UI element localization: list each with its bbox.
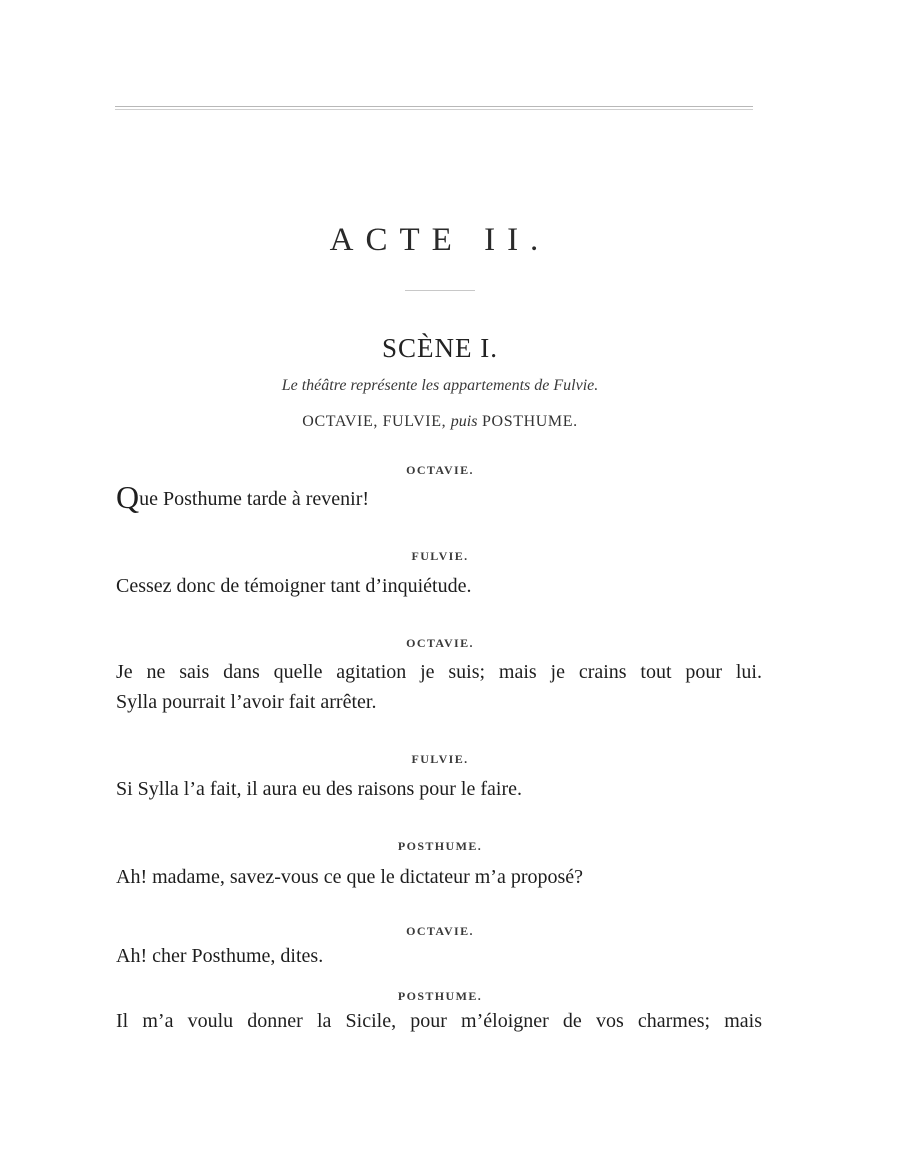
dialogue-line bbox=[116, 479, 766, 515]
act-divider bbox=[405, 290, 475, 291]
speaker-name: OCTAVIE. bbox=[406, 924, 474, 938]
character-list-main: OCTAVIE, FULVIE, bbox=[302, 413, 451, 430]
speaker-name: FULVIE. bbox=[411, 752, 469, 766]
speaker-name: POSTHUME. bbox=[397, 839, 483, 853]
header-rule bbox=[115, 106, 753, 107]
scene-title: SCÈNE I. bbox=[382, 333, 498, 363]
dialogue-line: Ah! madame, savez-vous ce que le dictateur m’a proposé? bbox=[116, 866, 584, 888]
dialogue-line: Ah! cher Posthume, dites. bbox=[116, 945, 324, 967]
dialogue-line: Il m’a voulu donner la Sicile, pour m’éloigner de vos charmes; mais bbox=[116, 1010, 762, 1032]
speaker-name: FULVIE. bbox=[411, 549, 469, 563]
dialogue-line-text: ue Posthume tarde à revenir! bbox=[139, 488, 370, 510]
header-rule-secondary bbox=[115, 109, 753, 110]
character-list bbox=[0, 413, 880, 431]
dialogue-line: Si Sylla l’a fait, il aura eu des raisons pour le faire. bbox=[116, 778, 522, 800]
drop-cap: Q bbox=[116, 479, 140, 515]
dialogue-line: Je ne sais dans quelle agitation je suis; mais je crains tout pour lui. bbox=[116, 661, 762, 683]
character-list-end: POSTHUME. bbox=[477, 413, 578, 430]
act-title: ACTE II. bbox=[329, 222, 551, 258]
speaker-name: POSTHUME. bbox=[397, 989, 483, 1003]
dialogue-line: Sylla pourrait l’avoir fait arrêter. bbox=[116, 691, 377, 713]
speaker-name: OCTAVIE. bbox=[406, 636, 474, 650]
stage-direction: Le théâtre représente les appartements de Fulvie. bbox=[281, 377, 599, 394]
speaker-name: OCTAVIE. bbox=[406, 463, 474, 477]
character-list-italic: puis bbox=[450, 413, 478, 430]
dialogue-line: Cessez donc de témoigner tant d’inquiétude. bbox=[116, 575, 472, 597]
